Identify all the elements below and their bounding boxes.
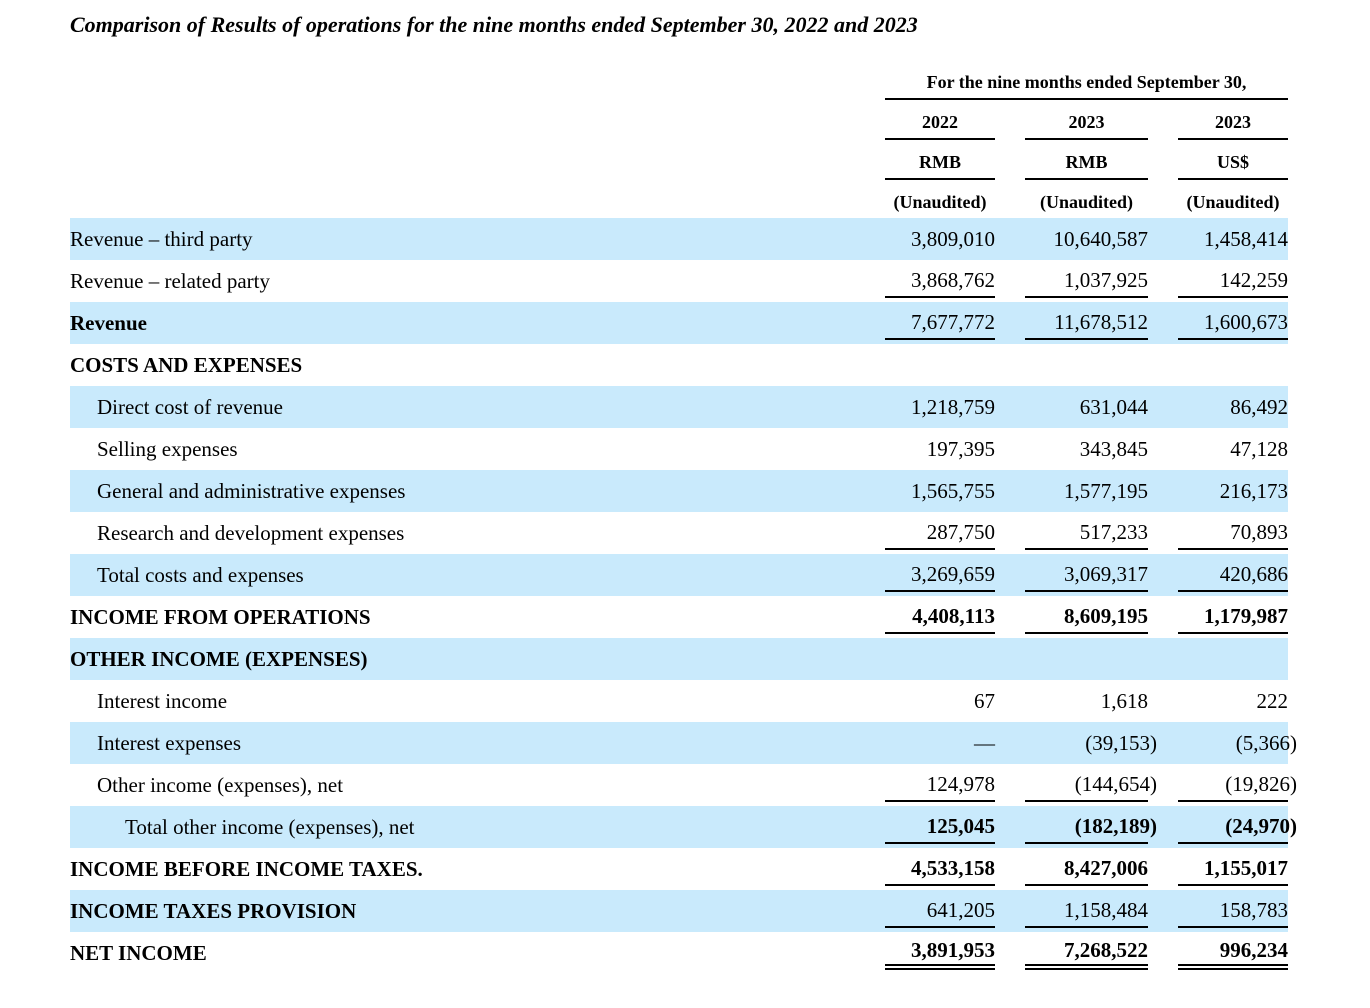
table-row — [70, 806, 1288, 848]
value-cell — [885, 218, 995, 260]
value-cell — [1025, 302, 1148, 344]
value: (144,654) — [1074, 771, 1157, 796]
value: 3,891,953 — [911, 937, 995, 962]
currency-label: US$ — [1216, 152, 1249, 172]
table-row — [70, 932, 1288, 974]
row-label: Interest expenses — [97, 730, 242, 755]
currency-column-header — [1025, 139, 1148, 179]
header-spacer — [70, 99, 885, 139]
table-row — [70, 596, 1288, 638]
column-gap — [1148, 218, 1178, 260]
value: 343,845 — [1079, 436, 1148, 461]
row-label: Revenue – related party — [70, 268, 270, 293]
value-cell — [1025, 932, 1148, 974]
column-gap — [995, 596, 1025, 638]
value-cell — [885, 890, 995, 932]
column-gap — [1148, 848, 1178, 890]
column-gap — [1148, 260, 1178, 302]
value: 1,577,195 — [1064, 478, 1148, 503]
value-cell — [1178, 596, 1288, 638]
value: 67 — [974, 688, 995, 713]
table-row — [70, 764, 1288, 806]
column-gap — [995, 344, 1025, 386]
value-cell — [1178, 344, 1288, 386]
value-cell — [1025, 890, 1148, 932]
column-gap — [995, 139, 1025, 179]
column-gap — [995, 428, 1025, 470]
column-gap — [1148, 99, 1178, 139]
year-column-header — [885, 99, 995, 139]
value-cell — [1025, 680, 1148, 722]
header-spacer — [70, 179, 885, 218]
row-label: Selling expenses — [97, 436, 238, 461]
value-cell — [1178, 806, 1297, 848]
value: 1,155,017 — [1204, 855, 1288, 880]
value: 1,037,925 — [1064, 267, 1148, 292]
column-gap — [995, 806, 1025, 848]
value: 3,809,010 — [911, 226, 995, 251]
currency-column-header — [1178, 139, 1288, 179]
note-column-header — [1178, 179, 1288, 218]
unaudited-label: (Unaudited) — [893, 192, 987, 212]
page-title: Comparison of Results of operations for the nine months ended September 30, 2022 and 2023 — [70, 12, 918, 37]
value: 1,565,755 — [911, 478, 995, 503]
value-cell — [885, 932, 995, 974]
value: 7,677,772 — [911, 309, 995, 334]
column-gap — [995, 99, 1025, 139]
value: 287,750 — [926, 519, 995, 544]
value-cell — [1025, 470, 1148, 512]
value: 1,218,759 — [911, 394, 995, 419]
value: 158,783 — [1219, 897, 1288, 922]
value: 70,893 — [1230, 519, 1288, 544]
column-gap — [995, 302, 1025, 344]
column-gap — [995, 218, 1025, 260]
value-cell — [885, 470, 995, 512]
value: 86,492 — [1230, 394, 1288, 419]
year-label: 2022 — [922, 112, 958, 132]
column-gap — [995, 848, 1025, 890]
column-gap — [1148, 554, 1178, 596]
value: 517,233 — [1079, 519, 1148, 544]
value-cell — [1025, 512, 1148, 554]
value: 4,408,113 — [912, 603, 995, 628]
value-cell — [885, 680, 995, 722]
column-gap — [1148, 179, 1178, 218]
table-row — [70, 890, 1288, 932]
value: (5,366) — [1235, 730, 1297, 755]
value: 420,686 — [1219, 561, 1288, 586]
value: 125,045 — [926, 813, 995, 838]
value-cell — [885, 806, 995, 848]
table-row — [70, 512, 1288, 554]
value: (182,189) — [1074, 813, 1157, 838]
row-label: Revenue – third party — [70, 226, 253, 251]
column-gap — [995, 722, 1025, 764]
value: 4,533,158 — [911, 855, 995, 880]
table-row — [70, 638, 1288, 680]
row-label: Research and development expenses — [97, 520, 405, 545]
value: — — [974, 730, 995, 755]
value-cell — [1025, 218, 1148, 260]
table-row — [70, 470, 1288, 512]
value-cell — [1025, 260, 1148, 302]
value: 8,609,195 — [1064, 603, 1148, 628]
value: 631,044 — [1079, 394, 1148, 419]
row-label: Interest income — [97, 688, 228, 713]
value-cell — [1178, 386, 1288, 428]
value: 11,678,512 — [1054, 309, 1148, 334]
column-gap — [1148, 386, 1178, 428]
unaudited-label: (Unaudited) — [1186, 192, 1280, 212]
column-gap — [1148, 470, 1178, 512]
value: 1,600,673 — [1204, 309, 1288, 334]
note-column-header — [885, 179, 995, 218]
value-cell — [1178, 554, 1288, 596]
column-gap — [995, 680, 1025, 722]
row-label: NET INCOME — [70, 940, 207, 965]
header-spacer — [70, 60, 885, 99]
column-gap — [995, 470, 1025, 512]
table-row — [70, 218, 1288, 260]
value-cell — [1178, 260, 1288, 302]
column-gap — [1148, 680, 1178, 722]
unaudited-label: (Unaudited) — [1039, 192, 1133, 212]
period-header-label: For the nine months ended September 30, — [926, 72, 1247, 92]
table-row — [70, 260, 1288, 302]
value-cell — [1178, 470, 1288, 512]
header-spacer — [70, 139, 885, 179]
row-label: Revenue — [70, 310, 147, 335]
column-gap — [995, 554, 1025, 596]
row-label: INCOME BEFORE INCOME TAXES. — [70, 856, 423, 881]
year-label: 2023 — [1068, 112, 1105, 132]
results-of-operations-table — [70, 60, 1297, 974]
currency-label: RMB — [1065, 152, 1108, 172]
year-column-header — [1025, 99, 1148, 139]
period-header-cell — [885, 60, 1288, 99]
value-cell — [1025, 764, 1157, 806]
row-label: INCOME TAXES PROVISION — [70, 898, 357, 923]
value-cell — [1178, 428, 1288, 470]
value: 996,234 — [1219, 937, 1288, 962]
column-gap — [1148, 890, 1178, 932]
column-gap — [1148, 638, 1178, 680]
row-label: Total costs and expenses — [97, 562, 304, 587]
value: (19,826) — [1225, 771, 1297, 796]
note-column-header — [1025, 179, 1148, 218]
column-gap — [995, 179, 1025, 218]
value: 1,618 — [1100, 688, 1148, 713]
column-gap — [995, 932, 1025, 974]
value: 1,158,484 — [1064, 897, 1148, 922]
value-cell — [1025, 806, 1157, 848]
value-cell — [885, 260, 995, 302]
value-cell — [1025, 386, 1148, 428]
column-gap — [995, 386, 1025, 428]
column-gap — [1148, 596, 1178, 638]
value: 216,173 — [1219, 478, 1288, 503]
value-cell — [885, 638, 995, 680]
value: (24,970) — [1225, 813, 1297, 838]
row-label: INCOME FROM OPERATIONS — [70, 604, 371, 629]
table-row — [70, 302, 1288, 344]
value: 197,395 — [926, 436, 995, 461]
column-gap — [995, 260, 1025, 302]
header-note-row — [70, 179, 1288, 218]
table-header — [70, 60, 1288, 218]
column-gap — [1148, 512, 1178, 554]
value: 8,427,006 — [1064, 855, 1148, 880]
value-cell — [1178, 764, 1297, 806]
table-row — [70, 428, 1288, 470]
column-gap — [995, 512, 1025, 554]
value-cell — [1025, 596, 1148, 638]
value-cell — [885, 428, 995, 470]
value: 3,069,317 — [1064, 561, 1148, 586]
value-cell — [885, 512, 995, 554]
value-cell — [1025, 344, 1148, 386]
header-year-row — [70, 99, 1288, 139]
row-label: Total other income (expenses), net — [125, 814, 415, 839]
value-cell — [885, 302, 995, 344]
value-cell — [1178, 722, 1297, 764]
row-label: COSTS AND EXPENSES — [70, 352, 303, 377]
value-cell — [1178, 848, 1288, 890]
row-label: Other income (expenses), net — [97, 772, 344, 797]
table-row — [70, 680, 1288, 722]
value-cell — [1025, 722, 1157, 764]
row-label: General and administrative expenses — [97, 478, 406, 503]
value: 47,128 — [1230, 436, 1288, 461]
value: 1,458,414 — [1204, 226, 1288, 251]
value-cell — [885, 722, 995, 764]
value-cell — [1178, 680, 1288, 722]
value-cell — [1025, 428, 1148, 470]
value-cell — [885, 344, 995, 386]
column-gap — [1148, 932, 1178, 974]
value-cell — [885, 848, 995, 890]
value-cell — [1178, 302, 1288, 344]
row-label: OTHER INCOME (EXPENSES) — [70, 646, 368, 671]
value: 3,269,659 — [911, 561, 995, 586]
column-gap — [1148, 428, 1178, 470]
value-cell — [885, 386, 995, 428]
column-gap — [1148, 139, 1178, 179]
value: 222 — [1256, 688, 1288, 713]
value-cell — [885, 554, 995, 596]
column-gap — [995, 764, 1025, 806]
currency-column-header — [885, 139, 995, 179]
value: 124,978 — [926, 771, 995, 796]
value: 7,268,522 — [1064, 937, 1148, 962]
value-cell — [1178, 638, 1288, 680]
table-row — [70, 386, 1288, 428]
value: 10,640,587 — [1053, 226, 1148, 251]
value-cell — [1025, 848, 1148, 890]
value-cell — [1025, 554, 1148, 596]
value: 641,205 — [926, 897, 995, 922]
header-period-row — [70, 60, 1288, 99]
table-body — [70, 218, 1297, 974]
table-row — [70, 554, 1288, 596]
value-cell — [1178, 512, 1288, 554]
row-label: Direct cost of revenue — [97, 394, 283, 419]
column-gap — [995, 638, 1025, 680]
value-cell — [1178, 890, 1288, 932]
currency-label: RMB — [919, 152, 961, 172]
value: (39,153) — [1085, 730, 1157, 755]
header-currency-row — [70, 139, 1288, 179]
value: 1,179,987 — [1204, 603, 1288, 628]
value-cell — [1178, 218, 1288, 260]
column-gap — [995, 890, 1025, 932]
table-row — [70, 344, 1288, 386]
value-cell — [1178, 932, 1288, 974]
year-label: 2023 — [1215, 112, 1251, 132]
value: 142,259 — [1219, 267, 1288, 292]
value: 3,868,762 — [911, 267, 995, 292]
column-gap — [1148, 344, 1178, 386]
table-row — [70, 722, 1288, 764]
value-cell — [1025, 638, 1148, 680]
value-cell — [885, 764, 995, 806]
table-row — [70, 848, 1288, 890]
year-column-header — [1178, 99, 1288, 139]
column-gap — [1148, 302, 1178, 344]
value-cell — [885, 596, 995, 638]
